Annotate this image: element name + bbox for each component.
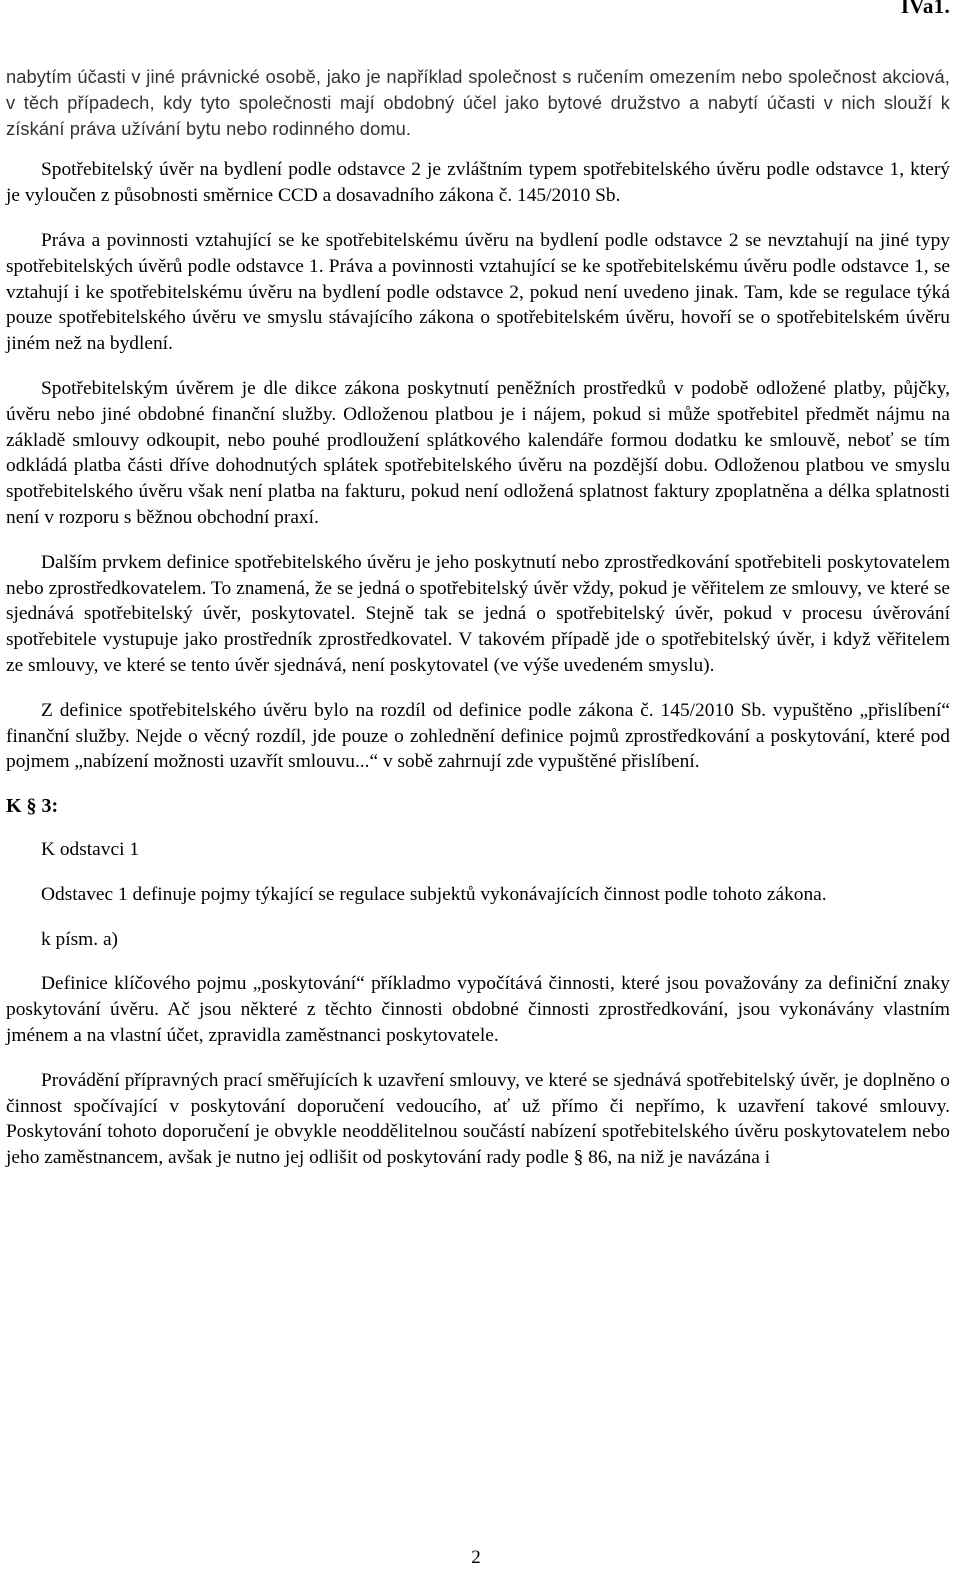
document-body: [6, 64, 950, 1190]
paragraph-rights-obligations: Práva a povinnosti vztahující se ke spotřebitelskému úvěru na bydlení podle odstavce 2 se nevztahují na jiné typy spotřebitelských úvěrů podle odstavce 1. Práva a povinnosti vztahující se ke spotřebitelskému úvěru podle odstavce 1, se vztahují i ke spotřebitelskému úvěru na bydlení podle odstavce 2, pokud není uvedeno jinak. Tam, kde se regulace týká pouze spotřebitelského úvěru ve smyslu stávajícího zákona o spotřebitelském úvěru, hovoří se o spotřebitelském úvěru jiném než na bydlení.: [6, 229, 950, 355]
document-code: IVa1.: [900, 0, 950, 18]
paragraph-provision-mediation: Dalším prvkem definice spotřebitelského úvěru je jeho poskytnutí nebo zprostředkování spotřebiteli poskytovatelem nebo zprostředkovatelem. To znamená, že se jedná o spotřebitelský úvěr vždy, pokud je věřitelem ze smlouvy, ve které se sjednává spotřebitelský úvěr, poskytovatel. Stejně tak se jedná o spotřebitelský úvěr, pokud v procesu úvěrování spotřebitele vystupuje jako prostředník zprostředkovatel. V takovém případě jde o spotřebitelský úvěr, i když věřitelem ze smlouvy, ve které se tento úvěr sjednává, není poskytovatel (ve výše uvedeném smyslu).: [6, 551, 950, 676]
paragraph-housing-credit-type: Spotřebitelský úvěr na bydlení podle odstavce 2 je zvláštním typem spotřebitelského úvěru podle odstavce 1, který je vyloučen z působnosti směrnice CCD a dosavadního zákona č. 145/2010 Sb.: [6, 159, 950, 207]
paragraph-preparatory-work: Provádění přípravných prací směřujících k uzavření smlouvy, ve které se sjednává spotřebitelský úvěr, je doplněno o činnost spočívající v poskytování doporučení vedoucího, ať už přímo či nepřímo, k uzavření takové smlouvy. Poskytování tohoto doporučení je obvykle neoddělitelnou součástí nabízení spotřebitelského úvěru poskytovatelem nebo jeho zaměstnancem, avšak je nutno jej odlišit od poskytování rady podle § 86, na niž je navázána i: [6, 1069, 950, 1169]
paragraph-providing-definition: Definice klíčového pojmu „poskytování“ příkladmo vypočítává činnosti, které jsou považovány za definiční znaky poskytování úvěru. Ač jsou některé z těchto činnosti obdobné činnosti zprostředkování, jsou vykonávány vlastním jménem a na vlastní účet, zpravidla zaměstnanci poskytovatele.: [6, 973, 950, 1046]
paragraph-definition-change: Z definice spotřebitelského úvěru bylo na rozdíl od definice podle zákona č. 145/2010 Sb. vypuštěno „přislíbení“ finanční služby. Nejde o věcný rozdíl, jde pouze o zohlednění definice pojmů zprostředkování a poskytování, které pod pojmem „nabízení možnosti uzavřít smlouvu...“ v sobě zahrnují zde vypuštěné přislíbení.: [6, 699, 950, 773]
page-number: 2: [471, 1547, 481, 1568]
section-heading: K § 3:: [6, 795, 59, 818]
paragraph-credit-definition: Spotřebitelským úvěrem je dle dikce zákona poskytnutí peněžních prostředků v podobě odložené platby, půjčky, úvěru nebo jiné obdobné finanční služby. Odloženou platbou je i nájem, pokud si může spotřebitel předmět nájmu na základě smlouvy odkoupit, nebo pouhé prodloužení splátkového kalendáře formou dodatku ke smlouvě, neboť se tím odkládá platba části dříve dohodnutých splátek spotřebitelského úvěru na pozdější dobu. Odloženou platbou ve smyslu spotřebitelského úvěru však není platba na fakturu, pokud není odložená splatnost faktury zpoplatněna a délka splatnosti není v rozporu s běžnou obchodní praxí.: [6, 377, 950, 528]
paragraph-continuation: nabytím účasti v jiné právnické osobě, jako je například společnost s ručením omezením nebo společnost akciová, v těch případech, kdy tyto společnosti mají obdobný účel jako bytové družstvo a nabytí účasti v nich slouží k získání práva užívání bytu nebo rodinného domu.: [6, 66, 950, 139]
sub-heading-letter-a: k písm. a): [41, 928, 119, 950]
paragraph-terms-definition: Odstavec 1 definuje pojmy týkající se regulace subjektů vykonávajících činnost podle tohoto zákona.: [41, 883, 827, 905]
sub-heading-paragraph-1: K odstavci 1: [41, 838, 140, 860]
